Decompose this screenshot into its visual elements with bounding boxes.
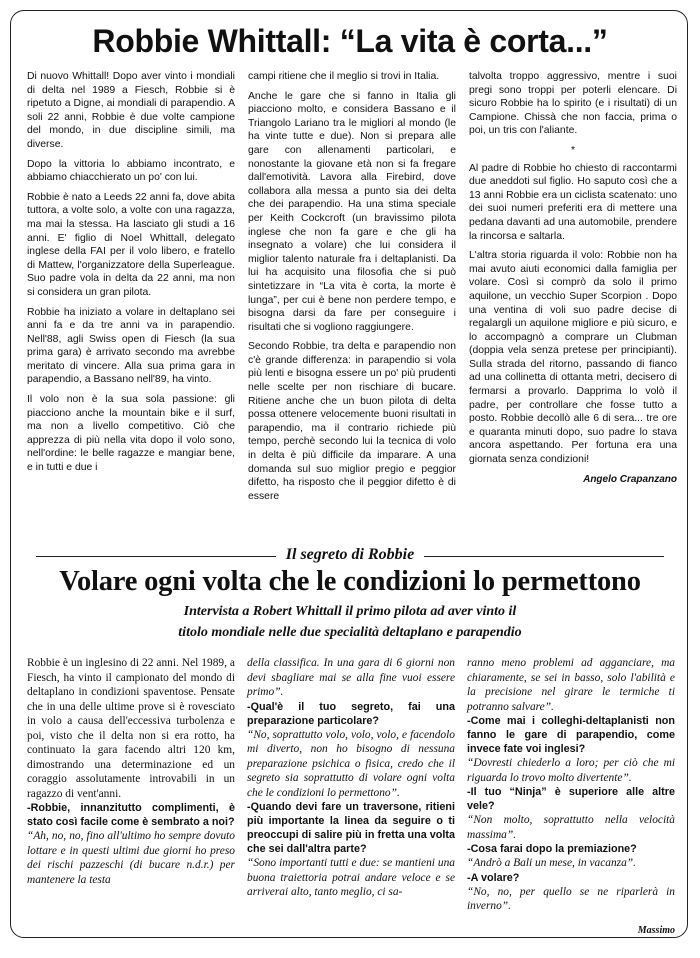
kicker-text: Il segreto di Robbie <box>276 546 424 563</box>
interview-question: -Robbie, innanzitutto complimenti, è stato così facile come è sembrato a noi? <box>27 802 235 828</box>
article-title: Robbie Whittall: “La vita è corta...” <box>92 23 608 59</box>
author-signature: Angelo Crapanzano <box>583 473 677 485</box>
interview-column-3 <box>467 656 675 938</box>
interview-question: -Quando devi fare un traversone, ritieni più importante la linea da seguire o ti preoccupi di salire più in fretta una volta che sei dall'altra parte? <box>247 801 455 855</box>
interview-answer: “Non molto, soprattutto nella velocità massima”. <box>467 814 675 841</box>
interview-question: -A volare? <box>467 871 520 884</box>
paragraph: Il volo non è la sua sola passione: gli piacciono anche la mountain bike e il surf, ma non a livello competitivo. Ciò che apprezza di più nella vita dopo il volo sono, nell'ordine: le belle ragazze e mangiar bene, e in tutti e due i <box>27 394 235 474</box>
interview-question: -Cosa farai dopo la premiazione? <box>467 843 637 855</box>
subtitle-line: titolo mondiale nelle due specialità deltaplano e parapendio <box>178 625 522 640</box>
paragraph: Robbie è nato a Leeds 22 anni fa, dove abita tuttora, a volte solo, a volte con una ragazza, ma mai la stessa. Ha lasciato gli studi a 16 anni. E' figlio di Noel Whittall, delegato inglese della FAI per il volo libero, e fratello di Mattew, l'organizzatore della Superleague. Suo padre vola in delta da 22 anni, ma non si considera un gran pilota. <box>27 191 235 298</box>
paragraph: Secondo Robbie, tra delta e parapendio non c'è grande differenza: in parapendio si vola più lenti e bisogna essere un po' più prudenti nelle scelte per non rischiare di bucare. Ritiene anche che un buon pilota di delta possa ottenere velocemente buoni risultati in parapendio, ma il contrario richiede più tempo, perchè secondo lui la tecnica di volo in delta è più difficile da imparare. A una domanda sul suo miglior pregio e peggior difetto, ha risposto che il peggior difetto è di essere <box>248 341 456 502</box>
interview-answer: della classifica. In una gara di 6 giorni non devi sbagliare mai se alla fine vuoi essere primo”. <box>247 657 455 698</box>
interview-column-1 <box>27 656 235 938</box>
paragraph: Di nuovo Whittall! Dopo aver vinto i mondiali di delta nel 1989 a Fiesch, Robbie si è ripetuto a Digne, ai mondiali di parapendio. A soli 22 anni, Robbie è due volte campione del mondo, in due discipline simili, ma diverse. <box>27 71 235 150</box>
article-body <box>27 70 677 509</box>
article-column-2 <box>248 70 456 509</box>
paragraph: Robbie ha iniziato a volare in deltaplano sei anni fa e da tre anni va in parapendio. Nell'88, agli Swiss open di Fiesch (la sua prima gara) è arrivato secondo ma avrebbe meritato di vincere. Alla sua prima gara in parapendio, a Bassano nell'89, ha vinto. <box>27 306 235 386</box>
paragraph: Robbie è un inglesino di 22 anni. Nel 1989, a Fiesch, ha vinto il campionato del mondo di deltaplano in condizioni spaventose. Pensate che in una delle ultime prove si è rovesciato in volo a causa dell'eccessiva turbolenza e poi, visto che il delta non si era rotto, ha continuato la gara facendo altri 120 km, dimostrando una determinazione ed un coraggio assolutamente introvabili in un ragazzo di vent'anni. <box>27 657 235 800</box>
section-separator: * <box>570 144 576 156</box>
article-column-3 <box>469 70 677 509</box>
paragraph: Al padre di Robbie ho chiesto di raccontarmi due aneddoti sul figlio. Ho saputo così che a 13 anni Robbie era un ciclista scatenato: uno dei suoi numeri preferiti era di mettere una pedana davanti ad una automobile, prendere la rincorsa e saltarla. <box>469 162 677 242</box>
paragraph: talvolta troppo aggressivo, mentre i suoi pregi sono troppi per poterli elencare. Di sicuro Robbie ha lo spirito (e i risultati) di un Campione. Chissà che non faccia, prima o poi, un tris con l'aliante. <box>469 71 677 137</box>
kicker-heading <box>0 544 700 566</box>
interview-answer: “Andrò a Bali un mese, in vacanza”. <box>467 857 636 869</box>
paragraph: Anche le gare che si fanno in Italia gli piacciono molto, e considera Bassano e il Triangolo Lariano tra le migliori al mondo (le ha vinte tutte e due). Non si prepara alle gare con allenamenti particolari, e nonostante la giovane età non si fa fregare dall'emotività. Lavora alla Firebird, dove collabora alla messa a punto sia dei delta che dei parapendio. Ha una stima speciale per Keith Cockcroft (un bravissimo pilota inglese che non fa gare e che gli ha insegnato a volare) che lui considera il miglior talento naturale fra i deltaplanisti. Da lui ha acquisito una filosofia che si può sintetizzare in “La vita è corta, la morte è lunga”, per cui è bene non perdere tempo, e bisogna darsi da fare per conseguire i risultati che si vogliono raggiungere. <box>248 90 456 333</box>
interview-body <box>27 656 675 938</box>
interview-column-2 <box>247 656 455 938</box>
interview-answer: “Dovresti chiederlo a loro; per ciò che mi riguarda lo trovo molto divertente”. <box>467 757 675 784</box>
interview-subtitle <box>40 601 660 643</box>
interview-answer: ranno meno problemi ad agganciare, ma chiaramente, se sei in basso, solo l'abilità e la precisione nel girare le termiche ti potranno salvare”. <box>467 657 675 713</box>
interview-question: -Il tuo “Ninja” è superiore alle altre vele? <box>467 786 675 812</box>
interview-answer: “No, soprattutto volo, volo, volo, e facendolo mi diverto, non ho bisogno di nessuna preparazione psichica o fisica, credo che il segreto sia soprattutto di volare ogni volta che le condizioni lo permettono”. <box>247 728 455 799</box>
interview-answer: “No, no, per quello se ne riparlerà in inverno”. <box>467 885 675 912</box>
paragraph: Dopo la vittoria lo abbiamo incontrato, e abbiamo chiacchierato un po' con lui. <box>27 158 235 184</box>
interview-question: -Qual'è il tuo segreto, fai una preparazione particolare? <box>247 700 455 727</box>
article-column-1 <box>27 70 235 509</box>
author-signature: Massimo <box>637 924 675 936</box>
subtitle-line: Intervista a Robert Whittall il primo pilota ad aver vinto il <box>183 604 517 619</box>
paragraph: L'altra storia riguarda il volo: Robbie non ha mai avuto aiuti economici dalla famiglia per volare. Così si comprò da solo il primo aquilone, un vecchio Super Scorpion . Dopo una ventina di voli suo padre decise di regalargli un aquilone migliore e più sicuro, e lo accompagnò a comprare un Clubman (doppia vela senza pretese per principianti). Sulla strada del ritorno, passando di fianco ad una collinetta di ottanta metri, decisero di fermarsi a provarlo. Dapprima lo volò il padre, per controllare che fosse tutto a posto. Robbie decollò alle 6 di sera... tre ore e quaranta minuti dopo, suo padre lo stava ancora aspettando. Per fortuna era una giornata senza condizioni! <box>469 250 677 466</box>
interview-title: Volare ogni volta che le condizioni lo permettono <box>59 566 641 597</box>
interview-answer: “Ah, no, no, fino all'ultimo ho sempre dovuto lottare e in questi ultimi due giorni ho preso dei rischi pazzeschi (di bucare n.d.r.) per mantenere la testa <box>27 830 235 886</box>
interview-question: -Come mai i colleghi-deltaplanisti non fanno le gare di parapendio, come invece fate voi inglesi? <box>467 715 675 755</box>
paragraph: campi ritiene che il meglio si trovi in Italia. <box>248 71 440 82</box>
interview-answer: “Sono importanti tutti e due: se mantieni una buona traiettoria potrai andare veloce e se arriverai alto, tanto meglio, ci sa- <box>247 857 455 898</box>
